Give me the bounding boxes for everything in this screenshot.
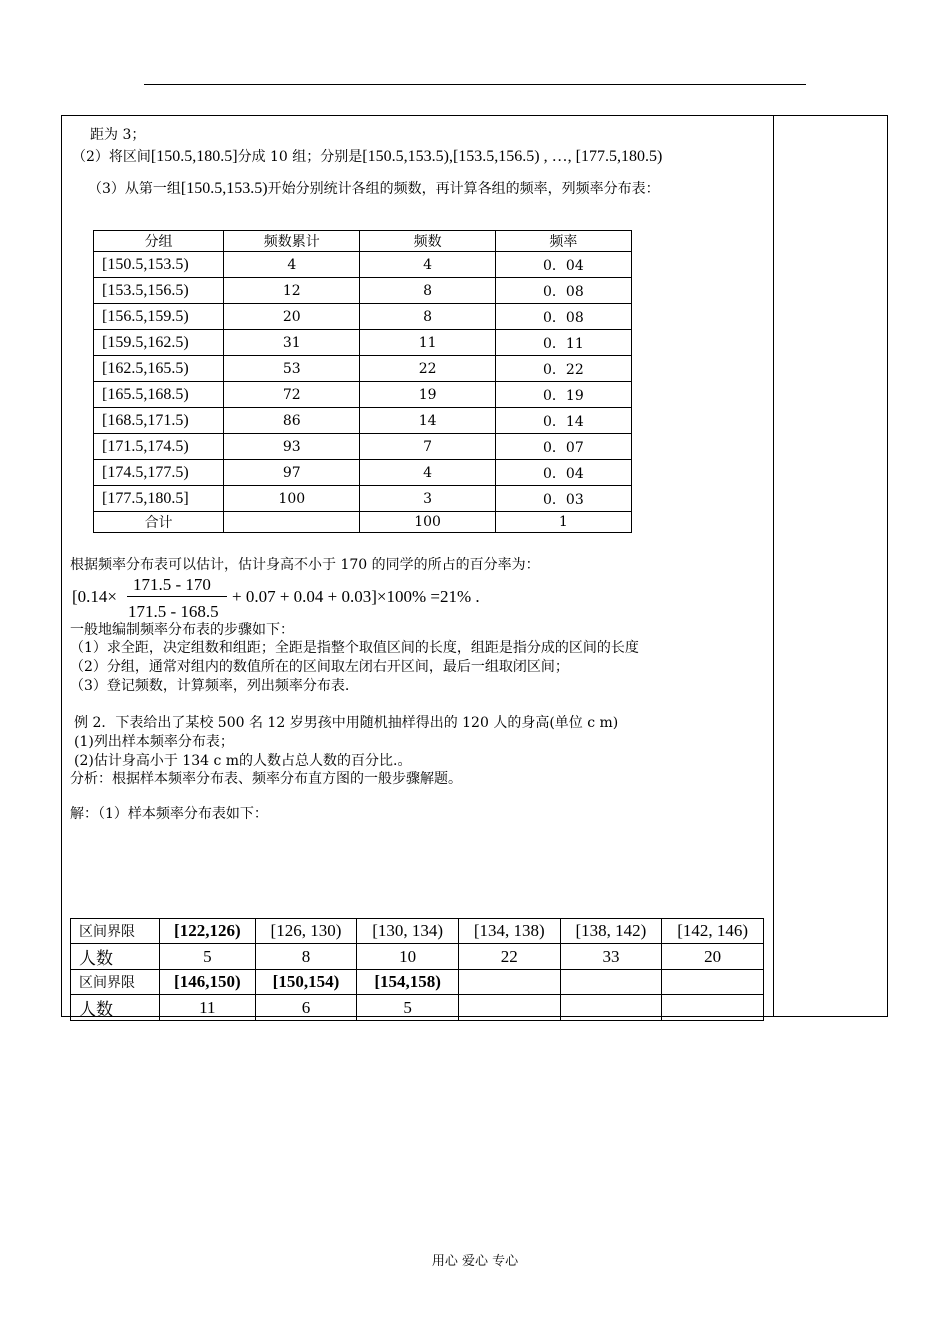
interval-math: [150.5,180.5] bbox=[150, 148, 238, 165]
count-cell: 5 bbox=[357, 995, 459, 1021]
interval-math: [150.5,153.5) bbox=[180, 180, 268, 197]
frequency-cell: 0．22 bbox=[495, 356, 631, 382]
group-cell: [150.5,153.5) bbox=[94, 252, 224, 278]
group-cell: [159.5,162.5) bbox=[94, 330, 224, 356]
estimate-intro: 根据频率分布表可以估计，估计身高不小于 170 的同学的所占的百分率为： bbox=[70, 557, 540, 573]
step-1: （1）求全距，决定组数和组距；全距是指整个取值区间的长度，组距是指分成的区间的长度 bbox=[70, 640, 639, 656]
header-cell: 频率 bbox=[495, 231, 631, 252]
count-cell: 33 bbox=[560, 944, 662, 970]
header-cell: 分组 bbox=[94, 231, 224, 252]
interval-list-math: [150.5,153.5),[153.5,156.5) , …, [177.5,180.5) bbox=[362, 148, 663, 165]
count-cell: 8 bbox=[360, 304, 495, 330]
interval-cell: [150,154) bbox=[255, 970, 357, 995]
frequency-cell: 0．14 bbox=[495, 408, 631, 434]
margin-column-divider bbox=[773, 115, 774, 1017]
count-cell: 10 bbox=[357, 944, 459, 970]
table-row bbox=[94, 356, 632, 382]
example-2-analysis: 分析：根据样本频率分布表、频率分布直方图的一般步骤解题。 bbox=[70, 771, 462, 787]
cumulative-cell: 12 bbox=[224, 278, 360, 304]
group-cell: [174.5,177.5) bbox=[94, 460, 224, 486]
frequency-cell: 0．07 bbox=[495, 434, 631, 460]
table-row bbox=[71, 995, 764, 1021]
interval-cell: [138, 142) bbox=[560, 919, 662, 944]
table-row bbox=[94, 382, 632, 408]
cumulative-cell: 31 bbox=[224, 330, 360, 356]
table-row bbox=[71, 919, 764, 944]
total-cell bbox=[224, 512, 360, 533]
count-cell: 6 bbox=[255, 995, 357, 1021]
count-cell: 8 bbox=[255, 944, 357, 970]
interval-cell: [146,150) bbox=[160, 970, 256, 995]
example-2-solution: 解：（1）样本频率分布表如下： bbox=[70, 806, 268, 822]
steps-title: 一般地编制频率分布表的步骤如下： bbox=[70, 622, 294, 638]
frequency-cell: 0．04 bbox=[495, 252, 631, 278]
fraction-numerator: 171.5 - 170 bbox=[133, 575, 211, 594]
para-text: 分成 10 组；分别是 bbox=[237, 149, 363, 165]
table-row bbox=[94, 486, 632, 512]
row-label: 人数 bbox=[71, 995, 160, 1021]
formula-suffix: + 0.07 + 0.04 + 0.03]×100% =21% . bbox=[232, 587, 480, 606]
interval-cell bbox=[662, 970, 764, 995]
table-row bbox=[94, 460, 632, 486]
interval-cell: [142, 146) bbox=[662, 919, 764, 944]
count-cell: 4 bbox=[360, 252, 495, 278]
example-2-part-1: (1)列出样本频率分布表； bbox=[74, 734, 234, 750]
fraction-bar bbox=[127, 596, 227, 597]
interval-cell: [154,158) bbox=[357, 970, 459, 995]
total-cell: 1 bbox=[495, 512, 631, 533]
frequency-cell: 0．04 bbox=[495, 460, 631, 486]
frequency-cell: 0．19 bbox=[495, 382, 631, 408]
group-cell: [162.5,165.5) bbox=[94, 356, 224, 382]
cumulative-cell: 93 bbox=[224, 434, 360, 460]
table-row bbox=[94, 252, 632, 278]
count-cell: 8 bbox=[360, 278, 495, 304]
cumulative-cell: 86 bbox=[224, 408, 360, 434]
cumulative-cell: 20 bbox=[224, 304, 360, 330]
table-row bbox=[94, 304, 632, 330]
count-cell: 22 bbox=[360, 356, 495, 382]
count-cell: 5 bbox=[160, 944, 256, 970]
para-text: 距为 3； bbox=[90, 127, 146, 143]
count-cell: 11 bbox=[360, 330, 495, 356]
para-line-3 bbox=[88, 180, 660, 198]
count-cell: 7 bbox=[360, 434, 495, 460]
row-label: 区间界限 bbox=[71, 919, 160, 944]
count-cell: 3 bbox=[360, 486, 495, 512]
group-cell: [177.5,180.5] bbox=[94, 486, 224, 512]
height-interval-table bbox=[70, 918, 764, 1021]
group-cell: [156.5,159.5) bbox=[94, 304, 224, 330]
step-3: （3）登记频数，计算频率，列出频率分布表. bbox=[70, 678, 350, 694]
frequency-cell: 0．03 bbox=[495, 486, 631, 512]
page-footer: 用心 爱心 专心 bbox=[431, 1254, 519, 1269]
count-cell: 14 bbox=[360, 408, 495, 434]
frequency-cell: 0．08 bbox=[495, 304, 631, 330]
group-cell: [168.5,171.5) bbox=[94, 408, 224, 434]
interval-cell bbox=[458, 970, 560, 995]
cumulative-cell: 72 bbox=[224, 382, 360, 408]
group-cell: [165.5,168.5) bbox=[94, 382, 224, 408]
count-cell bbox=[458, 995, 560, 1021]
example-2-statement: 例 2．下表给出了某校 500 名 12 岁男孩中用随机抽样得出的 120 人的身高(单位 c m) bbox=[74, 715, 619, 731]
count-cell bbox=[662, 995, 764, 1021]
group-cell: [171.5,174.5) bbox=[94, 434, 224, 460]
para-line-1 bbox=[90, 126, 145, 144]
interval-cell: [134, 138) bbox=[458, 919, 560, 944]
table-row bbox=[71, 970, 764, 995]
table-row bbox=[71, 944, 764, 970]
count-cell: 11 bbox=[160, 995, 256, 1021]
example-2-part-2: (2)估计身高小于 134 c m的人数占总人数的百分比.。 bbox=[74, 753, 412, 769]
count-cell: 20 bbox=[662, 944, 764, 970]
table-row bbox=[94, 330, 632, 356]
table-row bbox=[94, 408, 632, 434]
cumulative-cell: 100 bbox=[224, 486, 360, 512]
para-line-2 bbox=[72, 148, 662, 166]
count-cell: 19 bbox=[360, 382, 495, 408]
count-cell: 4 bbox=[360, 460, 495, 486]
para-text: （3）从第一组 bbox=[88, 181, 181, 197]
interval-cell: [122,126) bbox=[160, 919, 256, 944]
header-cell: 频数累计 bbox=[224, 231, 360, 252]
frequency-cell: 0．11 bbox=[495, 330, 631, 356]
interval-cell: [130, 134) bbox=[357, 919, 459, 944]
cumulative-cell: 4 bbox=[224, 252, 360, 278]
count-cell: 22 bbox=[458, 944, 560, 970]
fraction-denominator: 171.5 - 168.5 bbox=[128, 602, 219, 621]
row-label: 人数 bbox=[71, 944, 160, 970]
cumulative-cell: 97 bbox=[224, 460, 360, 486]
cumulative-cell: 53 bbox=[224, 356, 360, 382]
step-2: （2）分组，通常对组内的数值所在的区间取左闭右开区间，最后一组取闭区间； bbox=[70, 659, 569, 675]
para-text: （2）将区间 bbox=[72, 149, 151, 165]
total-label-cell: 合计 bbox=[94, 512, 224, 533]
frequency-cell: 0．08 bbox=[495, 278, 631, 304]
frequency-table bbox=[93, 230, 632, 533]
header-rule bbox=[144, 84, 806, 85]
para-text: 开始分别统计各组的频数，再计算各组的频率，列频率分布表： bbox=[267, 181, 660, 197]
formula-prefix: [0.14× bbox=[72, 587, 117, 606]
interval-cell: [126, 130) bbox=[255, 919, 357, 944]
interval-cell bbox=[560, 970, 662, 995]
table-row bbox=[94, 434, 632, 460]
count-cell bbox=[560, 995, 662, 1021]
row-label: 区间界限 bbox=[71, 970, 160, 995]
group-cell: [153.5,156.5) bbox=[94, 278, 224, 304]
table-row bbox=[94, 278, 632, 304]
table-header-row bbox=[94, 231, 632, 252]
header-cell: 频数 bbox=[360, 231, 495, 252]
table-total-row bbox=[94, 512, 632, 533]
total-cell: 100 bbox=[360, 512, 495, 533]
